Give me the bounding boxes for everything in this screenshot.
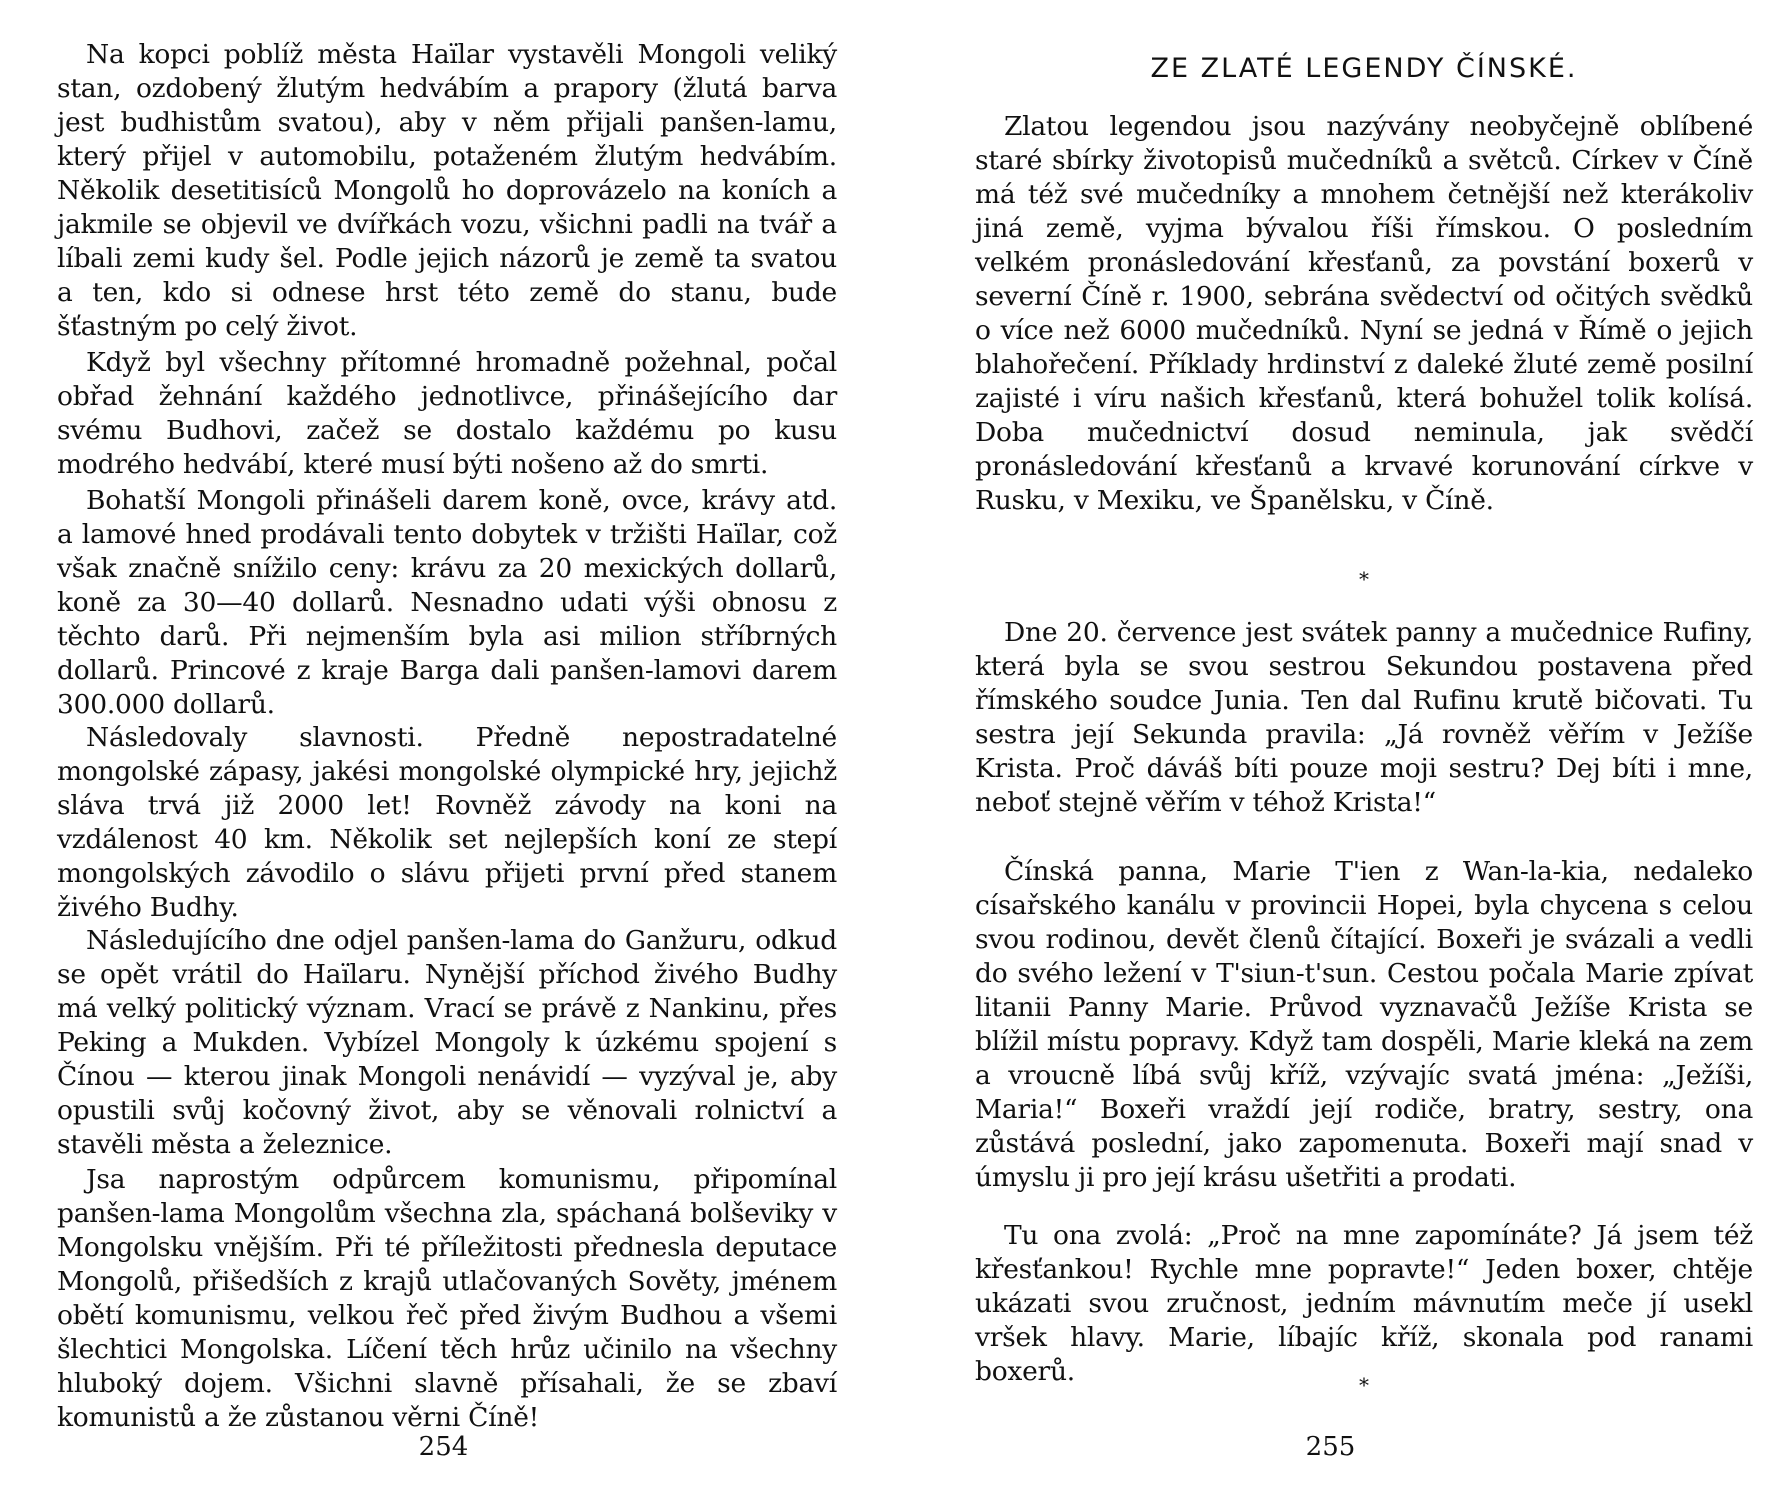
- left-paragraph-4: Následovaly slavnosti. Předně nepostradatelné mongolské zápasy, jakési mongolské olympické hry, jejichž sláva trvá již 2000 let! Rovněž závody na koni na vzdálenost 40 km. Několik set nejlepších koní ze stepí mongolských závodilo o slávu přijeti první před stanem živého Budhy.: [57, 722, 837, 923]
- left-paragraph-2: Když byl všechny přítomné hromadně požehnal, počal obřad žehnání každého jednotlivce, přinášejícího dar svému Budhovi, začež se dostalo každému po kusu modrého hedvábí, které musí býti nošeno až do smrti.: [57, 347, 837, 480]
- left-paragraph-6: Jsa naprostým odpůrcem komunismu, připomínal panšen-lama Mongolům všechna zla, spáchaná bolševiky v Mongolsku vnějším. Při té příležitosti přednesla deputace Mongolů, přišedších z krajů utlačovaných Sověty, jménem obětí komunismu, velkou řeč před živým Budhou a všemi šlechtici Mongolska. Líčení těch hrůz učinilo na všechny hluboký dojem. Všichni slavně přísahali, že se zbaví komunistů a že zůstanou věrni Číně!: [57, 1164, 837, 1433]
- right-paragraph-2: Čínská panna, Marie T'ien z Wan-la-kia, nedaleko císařského kanálu v provincii Hopei, byla chycena s celou svou rodinou, devět členů čítající. Boxeři je svázali a vedli do svého ležení v T'siun-t'sun. Cestou počala Marie zpívat litanii Panny Marie. Průvod vyznavačů Ježíše Krista se blížil místu popravy. Když tam dospěli, Marie kleká na zem a vroucně líbá svůj kříž, vzývajíc svatá jména: „Ježíši, Maria!“ Boxeři vraždí její rodiče, bratry, sestry, ona zůstává poslední, jako zapomenuta. Boxeři mají snad v úmyslu ji pro její krásu ušetřiti a prodati.: [975, 856, 1753, 1193]
- section-separator-2: *: [1359, 1373, 1369, 1397]
- right-paragraph-1: Dne 20. července jest svátek panny a mučednice Rufiny, která byla se svou sestrou Sekundou postavena před římského soudce Junia. Ten dal Rufinu krutě bičovati. Tu sestra její Sekunda pravila: „Já rovněž věřím v Ježíše Krista. Proč dáváš bíti pouze moji sestru? Dej bíti i mne, neboť stejně věřím v téhož Krista!“: [975, 617, 1753, 818]
- left-paragraph-1: Na kopci poblíž města Haïlar vystavěli Mongoli veliký stan, ozdobený žlutým hedvábím a prapory (žlutá barva jest budhistům svatou), aby v něm přijali panšen-lamu, který přijel v automobilu, potaženém žlutým hedvábím. Několik desetitisíců Mongolů ho doprovázelo na koních a jakmile se objevil ve dvířkách vozu, všichni padli na tvář a líbali zemi kudy šel. Podle jejich názorů je země ta svatou a ten, kdo si odnese hrst této země do stanu, bude šťastným po celý život.: [57, 39, 837, 342]
- right-paragraph-3: Tu ona zvolá: „Proč na mne zapomínáte? Já jsem též křesťankou! Rychle mne popravte!“ Jeden boxer, chtěje ukázati svou zručnost, jedním mávnutím meče jí usekl vršek hlavy. Marie, líbajíc kříž, skonala pod ranami boxerů.: [975, 1220, 1753, 1387]
- page-number-left: 254: [418, 1432, 469, 1462]
- left-paragraph-5: Následujícího dne odjel panšen-lama do Ganžuru, odkud se opět vrátil do Haïlaru. Nynější příchod živého Budhy má velký politický význam. Vrací se právě z Nankinu, přes Peking a Mukden. Vybízel Mongoly k úzkému spojení s Čínou — kterou jinak Mongoli nenávidí — vyzýval je, aby opustili svůj kočovný život, aby se věnovali rolnictví a stavěli města a železnice.: [57, 925, 837, 1160]
- section-separator-1: *: [1359, 567, 1369, 591]
- page-number-right: 255: [1305, 1432, 1356, 1462]
- chapter-title: ZE ZLATÉ LEGENDY ČÍNSKÉ.: [1150, 53, 1578, 84]
- right-intro-paragraph: Zlatou legendou jsou nazývány neobyčejně oblíbené staré sbírky životopisů mučedníků a světců. Církev v Číně má též své mučedníky a mnohem četnější než kterákoliv jiná země, vyjma bývalou říši římskou. O posledním velkém pronásledování křesťanů, za povstání boxerů v severní Číně r. 1900, sebrána svědectví od očitých svědků o více než 6000 mučedníků. Nyní se jedná v Římě o jejich blahořečení. Příklady hrdinství z daleké žluté země posilní zajisté i víru našich křesťanů, která bohužel tolik kolísá. Doba mučednictví dosud neminula, jak svědčí pronásledování křesťanů a krvavé korunování církve v Rusku, v Mexiku, ve Španělsku, v Číně.: [975, 111, 1753, 516]
- left-paragraph-3: Bohatší Mongoli přinášeli darem koně, ovce, krávy atd. a lamové hned prodávali tento dobytek v tržišti Haïlar, což však značně snížilo ceny: krávu za 20 mexických dollarů, koně za 30—40 dollarů. Nesnadno udati výši obnosu z těchto darů. Při nejmenším byla asi milion stříbrných dollarů. Princové z kraje Barga dali panšen-lamovi darem 300.000 dollarů.: [57, 485, 837, 720]
- right-page: [887, 0, 1774, 1500]
